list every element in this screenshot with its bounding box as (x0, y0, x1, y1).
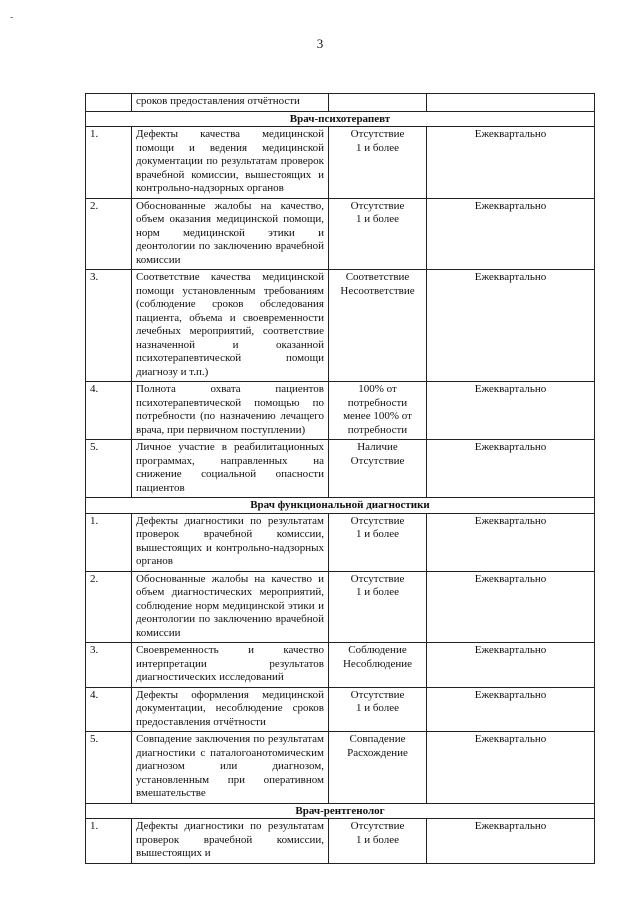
row-value-cell (329, 94, 427, 112)
row-description-cell: Личное участие в реабилитационных программах, направленных на снижение социальной опасности пациентов (132, 440, 329, 498)
section-header-row (86, 803, 595, 819)
row-number-cell: 5. (86, 732, 132, 804)
row-value-cell: Совпадение Расхождение (329, 732, 427, 804)
table-row (86, 643, 595, 688)
row-number-cell: 1. (86, 127, 132, 199)
row-value-cell: Отсутствие 1 и более (329, 127, 427, 199)
table-row (86, 819, 595, 864)
section-title: Врач функциональной диагностики (86, 498, 595, 514)
row-value-cell: Наличие Отсутствие (329, 440, 427, 498)
row-frequency-cell: Ежеквартально (427, 571, 595, 643)
row-description-cell: Совпадение заключения по результатам диагностики с паталогоанотомическим диагнозом или диагнозом, установленным при оперативном вмешательстве (132, 732, 329, 804)
section-header-row (86, 111, 595, 127)
row-description-cell: Соответствие качества медицинской помощи установленным требованиям (соблюдение сроков обследования пациента, объема и своевременности лечебных мероприятий, соответствие назначенной и оказанной психотерапевтической помощи диагнозу и т.п.) (132, 270, 329, 382)
row-value-cell: Отсутствие 1 и более (329, 571, 427, 643)
row-description-cell: Обоснованные жалобы на качество и объем диагностических мероприятий, соблюдение норм медицинской этики и деонтологии по заключению врачебной комиссии (132, 571, 329, 643)
row-number-cell: 4. (86, 382, 132, 440)
row-frequency-cell: Ежеквартально (427, 732, 595, 804)
row-number-cell: 1. (86, 819, 132, 864)
scan-mark: - (10, 12, 14, 23)
row-frequency-cell: Ежеквартально (427, 513, 595, 571)
table-row (86, 571, 595, 643)
row-description-cell: Обоснованные жалобы на качество, объем оказания медицинской помощи, норм медицинской этики и деонтологии по заключению врачебной комиссии (132, 198, 329, 270)
row-frequency-cell: Ежеквартально (427, 382, 595, 440)
row-value-cell: Отсутствие 1 и более (329, 513, 427, 571)
section-title: Врач-психотерапевт (86, 111, 595, 127)
table-row (86, 198, 595, 270)
row-number-cell (86, 94, 132, 112)
criteria-table (85, 93, 595, 864)
row-frequency-cell: Ежеквартально (427, 643, 595, 688)
row-frequency-cell: Ежеквартально (427, 127, 595, 199)
table-row (86, 687, 595, 732)
row-value-cell: Соблюдение Несоблюдение (329, 643, 427, 688)
row-value-cell: Соответствие Несоответствие (329, 270, 427, 382)
table-body (86, 94, 595, 864)
row-number-cell: 3. (86, 643, 132, 688)
row-description-cell: Дефекты диагностики по результатам проверок врачебной комиссии, вышестоящих и (132, 819, 329, 864)
table-row (86, 732, 595, 804)
table-row (86, 127, 595, 199)
page-number: 3 (316, 36, 324, 51)
row-description-cell: сроков предоставления отчётности (132, 94, 329, 112)
row-frequency-cell: Ежеквартально (427, 198, 595, 270)
row-number-cell: 2. (86, 571, 132, 643)
row-number-cell: 4. (86, 687, 132, 732)
section-header-row (86, 498, 595, 514)
row-number-cell: 5. (86, 440, 132, 498)
row-number-cell: 1. (86, 513, 132, 571)
table-row (86, 382, 595, 440)
row-number-cell: 3. (86, 270, 132, 382)
row-description-cell: Своевременность и качество интерпретации результатов диагностических исследований (132, 643, 329, 688)
table-row (86, 270, 595, 382)
row-value-cell: 100% от потребности менее 100% от потребности (329, 382, 427, 440)
row-frequency-cell: Ежеквартально (427, 270, 595, 382)
row-frequency-cell: Ежеквартально (427, 440, 595, 498)
row-description-cell: Дефекты оформления медицинской документации, несоблюдение сроков предоставления отчётности (132, 687, 329, 732)
table-row (86, 513, 595, 571)
row-description-cell: Дефекты качества медицинской помощи и ведения медицинской документации по результатам проверок врачебной комиссии, вышестоящих и контрольно-надзорных органов (132, 127, 329, 199)
row-number-cell: 2. (86, 198, 132, 270)
row-value-cell: Отсутствие 1 и более (329, 198, 427, 270)
table-row (86, 440, 595, 498)
row-description-cell: Дефекты диагностики по результатам проверок врачебной комиссии, вышестоящих и контрольно-надзорных органов (132, 513, 329, 571)
row-frequency-cell: Ежеквартально (427, 687, 595, 732)
row-frequency-cell: Ежеквартально (427, 819, 595, 864)
row-frequency-cell (427, 94, 595, 112)
table-row-continuation (86, 94, 595, 112)
section-title: Врач-рентгенолог (86, 803, 595, 819)
row-value-cell: Отсутствие 1 и более (329, 687, 427, 732)
row-description-cell: Полнота охвата пациентов психотерапевтической помощью по потребности (по назначению лечащего врача, при первичном поступлении) (132, 382, 329, 440)
row-value-cell: Отсутствие 1 и более (329, 819, 427, 864)
